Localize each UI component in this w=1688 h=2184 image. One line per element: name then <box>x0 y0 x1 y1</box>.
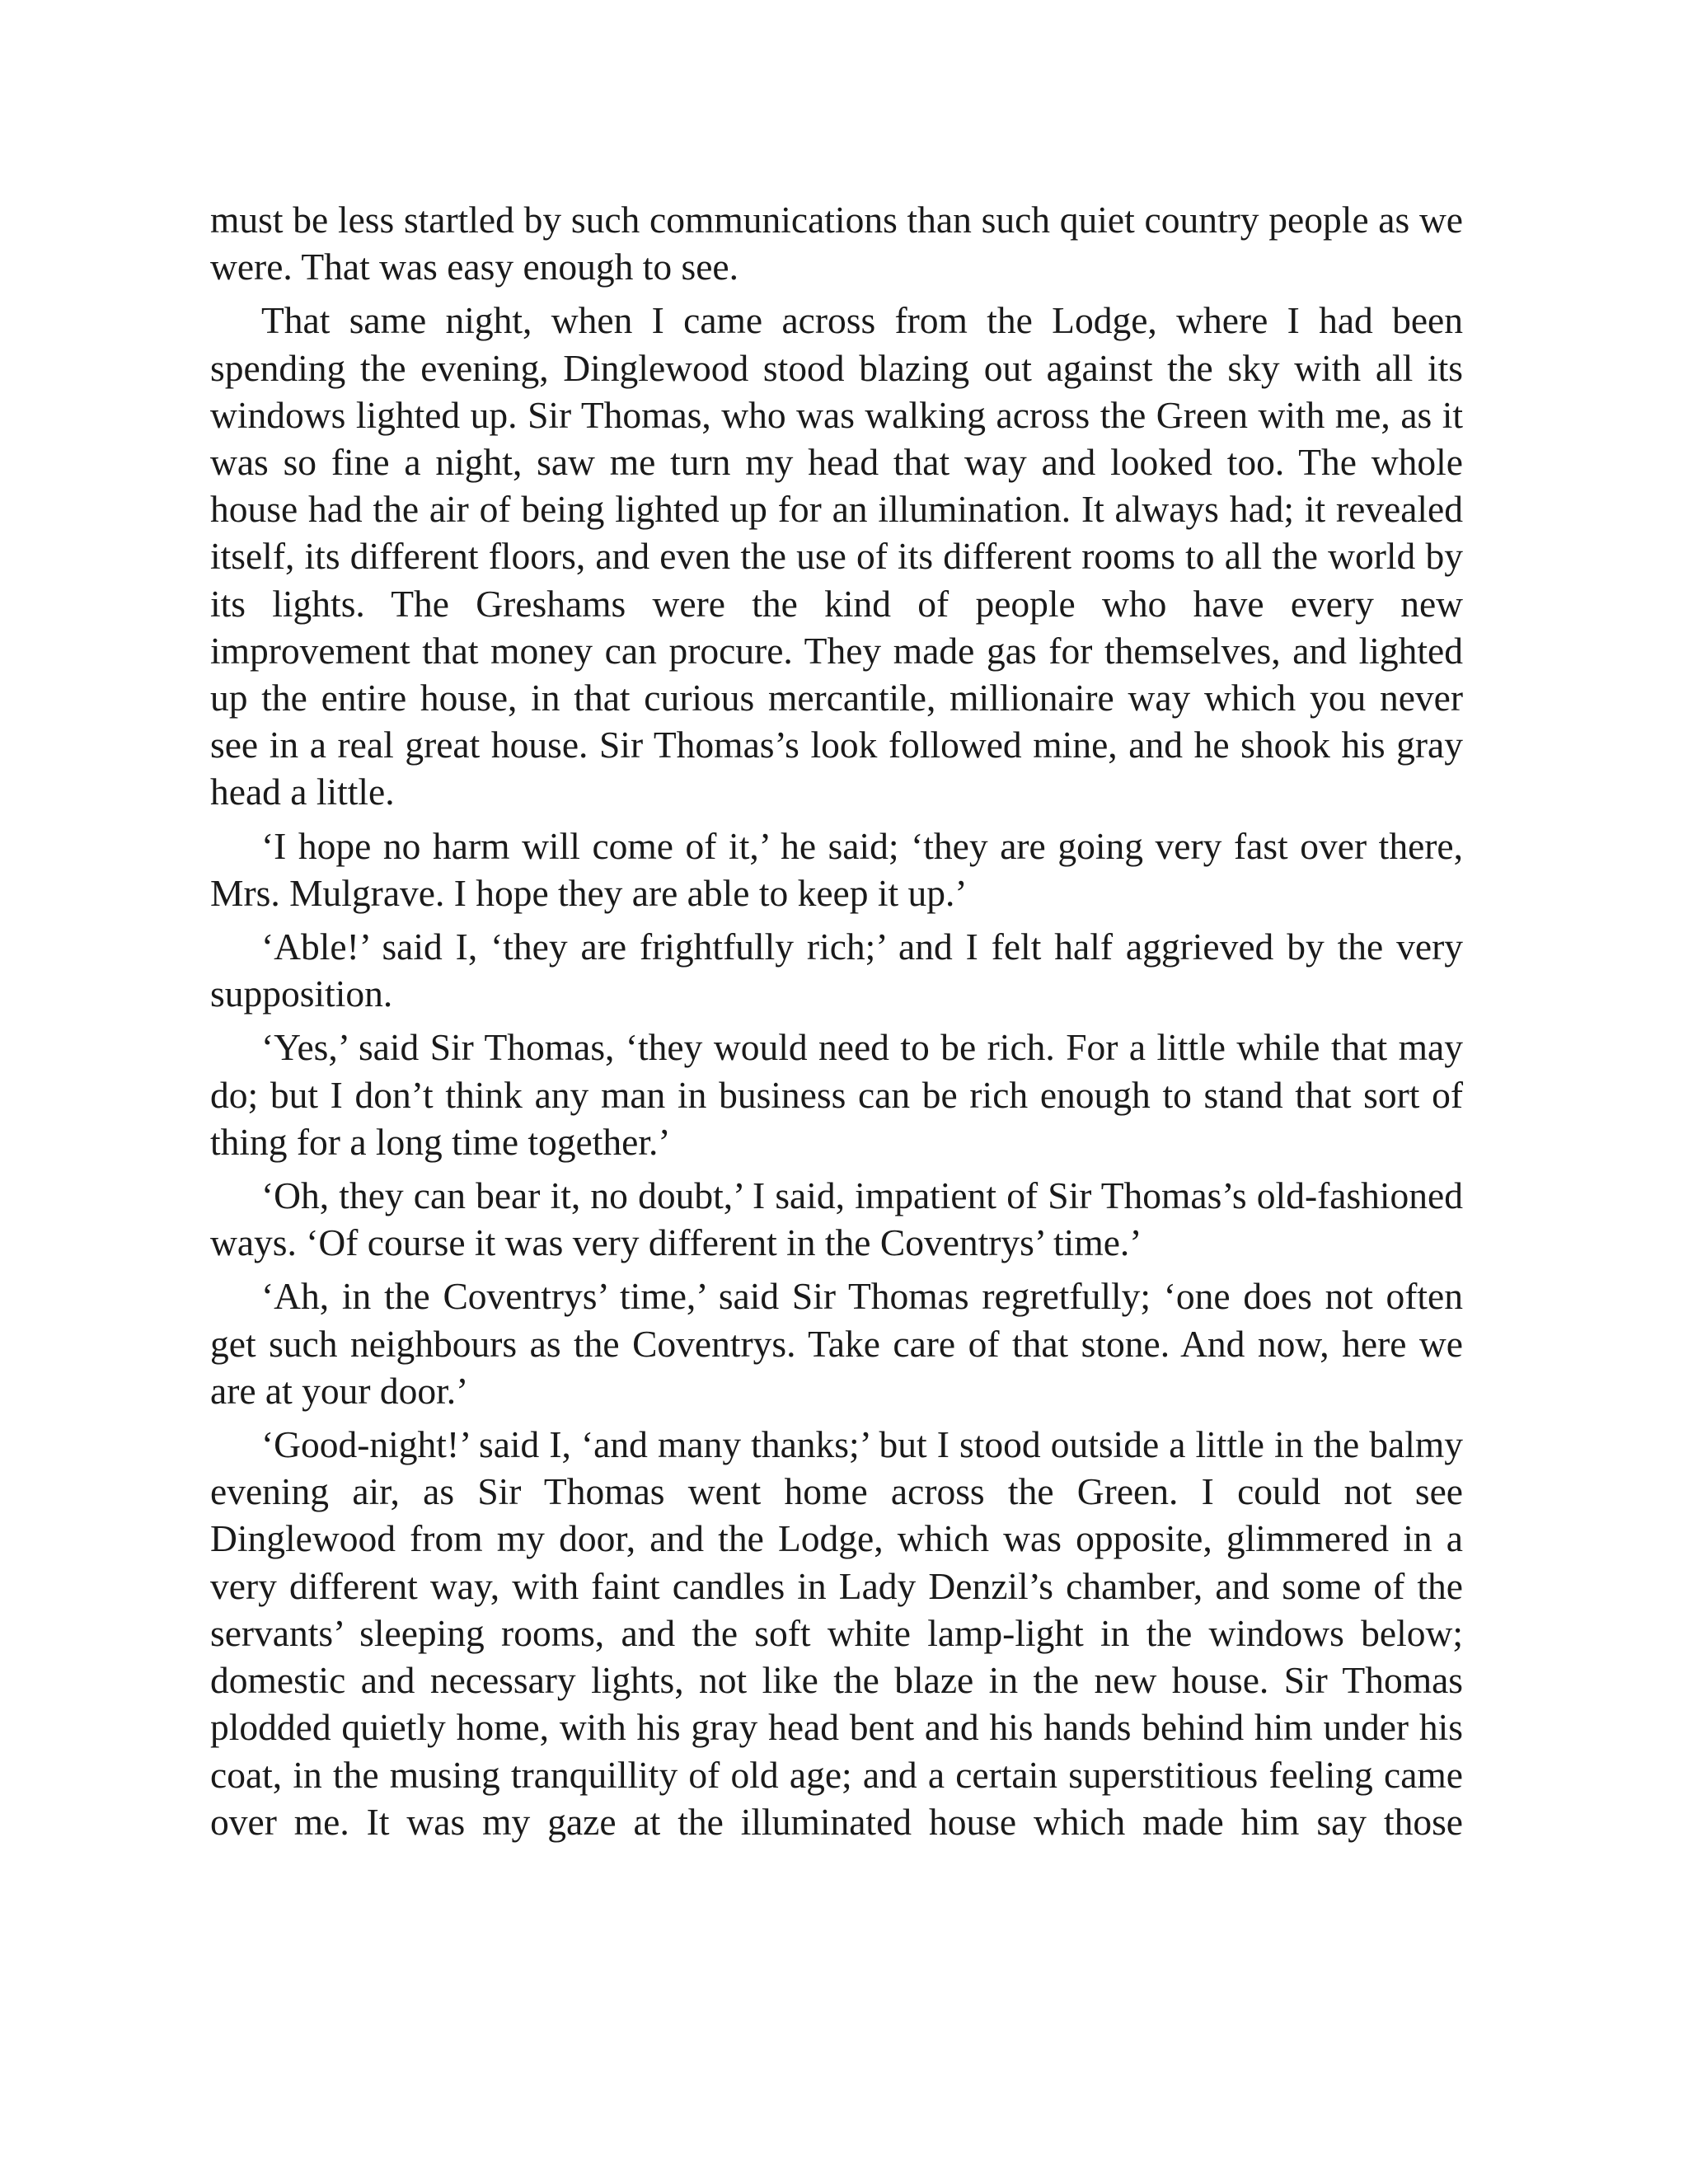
paragraph-2: That same night, when I came across from the Lodge, where I had been spending the evening, Dinglewood stood blazing out against the sky with all its windows lighted up. Sir Thomas, who was walking across the Green with me, as it was so fine a night, saw me turn my head that way and looked too. The whole house had the air of being lighted up for an illumination. It always had; it revealed itself, its different floors, and even the use of its different rooms to all the world by its lights. The Greshams were the kind of people who have every new improvement that money can procure. They made gas for themselves, and lighted up the entire house, in that curious mercantile, millionaire way which you never see in a real great house. Sir Thomas’s look followed mine, and he shook his gray head a little. <box>210 299 1463 813</box>
paragraph-5: ‘Yes,’ said Sir Thomas, ‘they would need to be rich. For a little while that may do; but I don’t think any man in business can be rich enough to stand that sort of thing for a long time together.’ <box>210 1026 1463 1163</box>
paragraph-6: ‘Oh, they can bear it, no doubt,’ I said, impatient of Sir Thomas’s old-fashioned ways. ‘Of course it was very different in the Coventrys’ time.’ <box>210 1174 1463 1264</box>
body-text <box>210 196 1463 1852</box>
paragraph-4: ‘Able!’ said I, ‘they are frightfully rich;’ and I felt half aggrieved by the very supposition. <box>210 926 1463 1015</box>
paragraph-7: ‘Ah, in the Coventrys’ time,’ said Sir Thomas regretfully; ‘one does not often get such neighbours as the Coventrys. Take care of that stone. And now, here we are at your door.’ <box>210 1275 1463 1412</box>
paragraph-8: ‘Good-night!’ said I, ‘and many thanks;’ but I stood outside a little in the balmy evening air, as Sir Thomas went home across the Green. I could not see Dinglewood from my door, and the Lodge, which was opposite, glimmered in a very different way, with faint candles in Lady Denzil’s chamber, and some of the servants’ sleeping rooms, and the soft white lamp-light in the windows below; domestic and necessary lights, not like the blaze in the new house. Sir Thomas plodded quietly home, with his gray head bent and his hands behind him under his coat, in the musing tranquillity of old age; and a certain superstitious feeling came over me. It was my gaze at the illuminated house which made him say those <box>210 1423 1463 1843</box>
paragraph-1: must be less startled by such communications than such quiet country people as we were. That was easy enough to see. <box>210 199 1463 288</box>
paragraph-3: ‘I hope no harm will come of it,’ he said; ‘they are going very fast over there, Mrs. Mulgrave. I hope they are able to keep it up.’ <box>210 824 1463 914</box>
